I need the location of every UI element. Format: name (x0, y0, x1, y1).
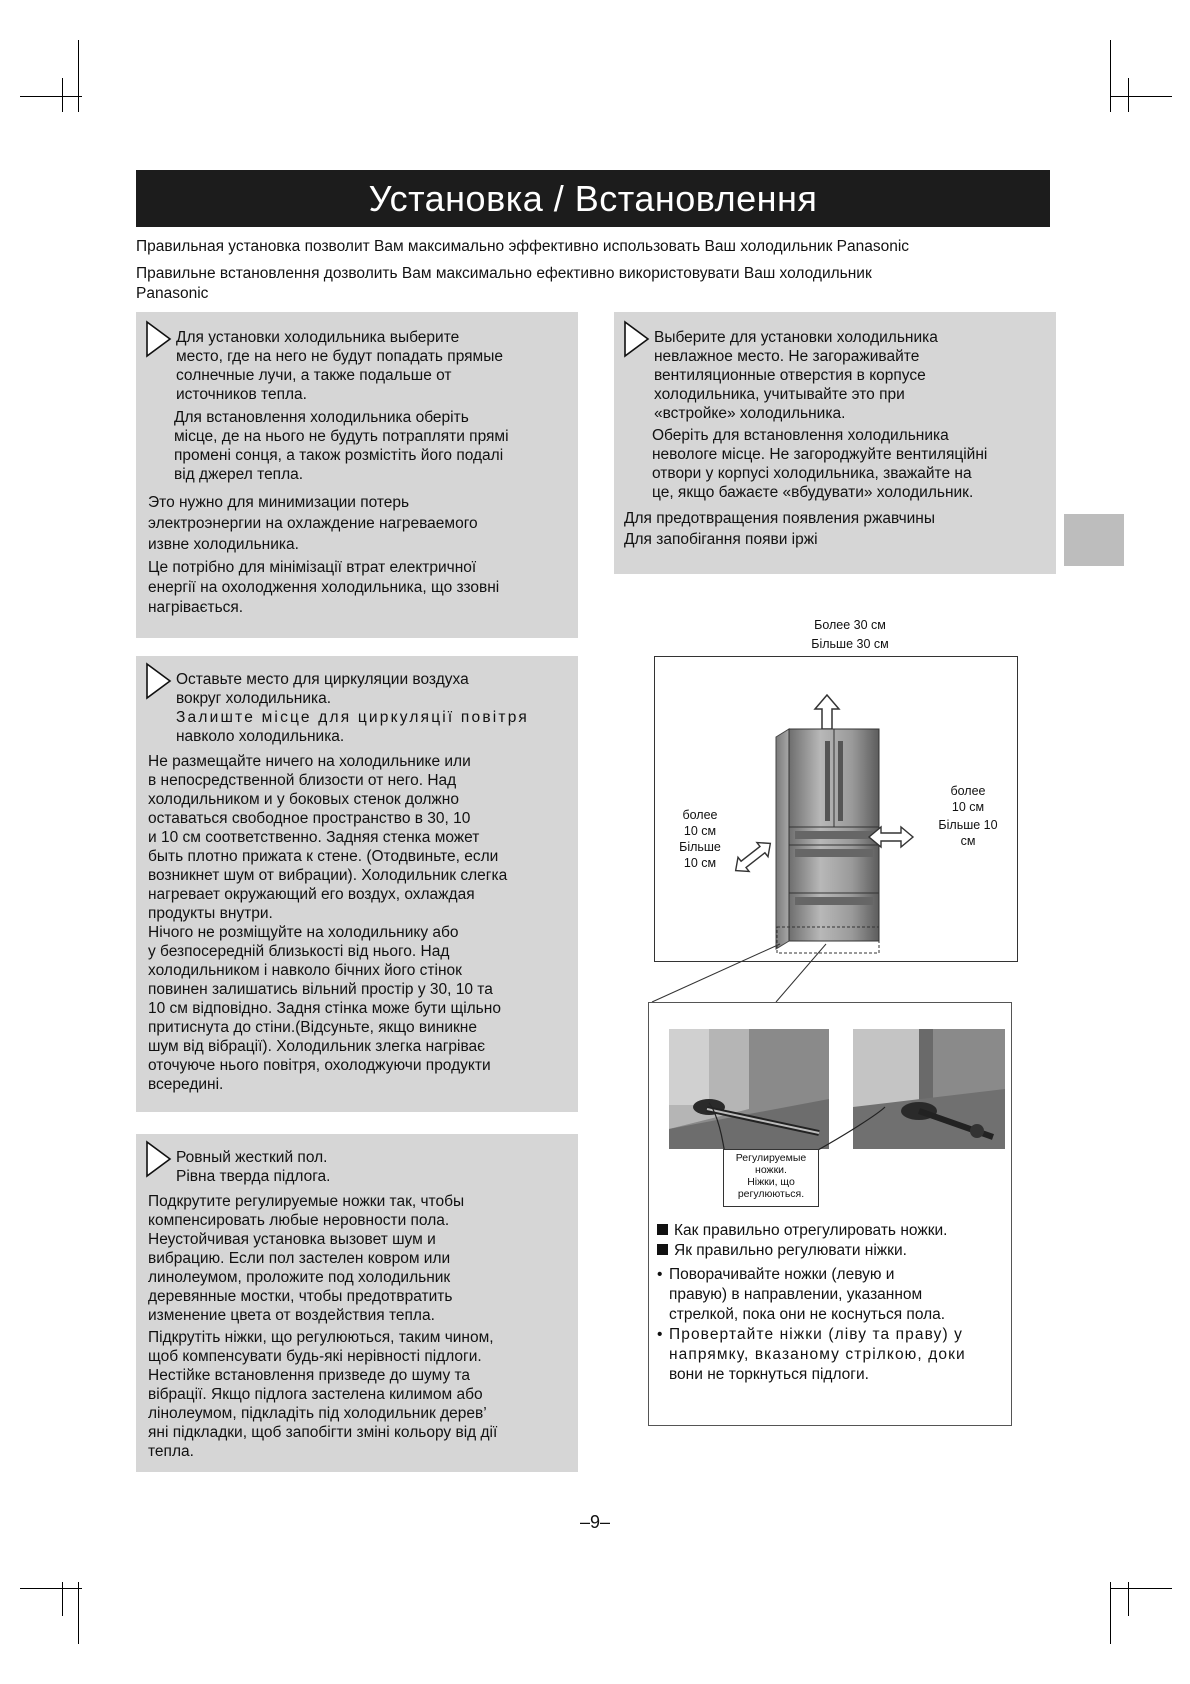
text-line: місце, де на нього не будуть потрапляти прямі (174, 428, 509, 445)
text-line: енергії на охолодження холодильника, що ззовні (148, 579, 500, 596)
text-line: в непосредственной близости от него. Над (148, 772, 457, 789)
top-clearance-ua: Більше 30 см (811, 637, 889, 651)
square-bullet-icon (657, 1224, 668, 1235)
text-line: Нестійке встановлення призведе до шуму та (148, 1367, 471, 1384)
right-clearance-ua-2: см (960, 834, 976, 848)
text-line: Нічого не розміщуйте на холодильнику або (148, 924, 459, 941)
feet-label-ua-1: Ніжки, що (747, 1176, 795, 1188)
panel-sunlight (136, 312, 578, 638)
text-line: вони не торкнуться підлоги. (669, 1366, 869, 1383)
text-line: Підкрутіть ніжки, що регулюються, таким чином, (148, 1329, 494, 1346)
text-line: вентиляционные отверстия в корпусе (654, 367, 926, 384)
feet-label-ua-2: регулюються. (737, 1188, 805, 1200)
text-line: правую) в направлении, указанном (669, 1286, 923, 1303)
text-line: невологе місце. Не загороджуйте вентиляційні (652, 446, 988, 463)
text-line: компенсировать любые неровности пола. (148, 1212, 450, 1229)
triangle-bullet-icon (144, 320, 174, 358)
side-tab (1064, 514, 1124, 566)
text-line: возникнет шум от вибрации). Холодильник слегка (148, 867, 508, 884)
text-line: холодильника, учитывайте это при (654, 386, 905, 403)
text-line: солнечные лучи, а также подальше от (176, 367, 452, 384)
text-line: быть плотно прижата к стене. (Отодвиньте, если (148, 848, 499, 865)
text-line: и 10 см соответственно. Задняя стенка может (148, 829, 480, 846)
text-line: тепла. (148, 1443, 194, 1460)
page-title: Установка / Встановлення (136, 170, 1050, 227)
page-number: –9– (579, 1512, 611, 1532)
text-line: Це потрібно для мінімізації втрат електричної (148, 559, 477, 576)
text-line: электроэнергии на охлаждение нагреваемого (148, 515, 478, 532)
text-line: источников тепла. (176, 386, 307, 403)
text-line: лінолеумом, підкладіть під холодильник дерев’ (148, 1405, 487, 1422)
text-line: нагревает окружающий его воздух, охлаждая (148, 886, 475, 903)
dot-bullet-icon: • (657, 1326, 663, 1343)
text-line: «встройке» холодильника. (654, 405, 846, 422)
text-line: Оберіть для встановлення холодильника (652, 427, 949, 444)
triangle-bullet-icon (622, 320, 652, 358)
left-clearance-ua-1: Більше (679, 840, 721, 854)
text-line: Это нужно для минимизации потерь (148, 494, 410, 511)
text-line: всередині. (148, 1076, 224, 1093)
text-line: оточуюче нього повітря, охолоджуючи продукти (148, 1057, 491, 1074)
text-line: Неустойчивая установка вызовет шум и (148, 1231, 436, 1248)
text-line: щоб компенсувати будь-які нерівності підлоги. (148, 1348, 482, 1365)
text-line: Для предотвращения появления ржавчины (624, 510, 935, 527)
feet-label-ru-2: ножки. (755, 1164, 787, 1176)
text-line: Оставьте место для циркуляции воздуха (176, 671, 469, 688)
text-line: Залиште місце для циркуляції повітря (176, 709, 529, 726)
text-line: Провертайте ніжки (ліву та праву) у (669, 1326, 963, 1343)
text-line: навколо холодильника. (176, 728, 345, 745)
text-line: Для запобігання появи іржі (624, 531, 818, 548)
fridge-diagram-box (654, 656, 1018, 962)
text-line: линолеумом, проложите под холодильник (148, 1269, 451, 1286)
feet-label-box (723, 1149, 819, 1207)
left-clearance-ua-2: 10 см (683, 856, 717, 870)
text-line: Для встановлення холодильника оберіть (174, 409, 469, 426)
instructions-head-ua: Як правильно регулювати ніжки. (674, 1242, 907, 1259)
right-clearance-ua-1: Більше 10 (938, 818, 998, 832)
text-line: Подкрутите регулируемые ножки так, чтобы (148, 1193, 465, 1210)
text-line: стрелкой, пока они не коснуться пола. (669, 1306, 946, 1323)
text-line: вибрацию. Если пол застелен ковром или (148, 1250, 451, 1267)
text-line: холодильником и у боковых стенок должно (148, 791, 459, 808)
adjustment-instructions (657, 1221, 1003, 1385)
feet-adjustment-box (648, 1002, 1012, 1426)
text-line: у безпосередній близькості від нього. Над (148, 943, 450, 960)
text-line: Поворачивайте ножки (левую и (669, 1266, 895, 1283)
feet-label-ru-1: Регулируемые (735, 1152, 807, 1164)
text-line: отвори у корпусі холодильника, зважайте на (652, 465, 972, 482)
text-line: вібрації. Якщо підлога застелена килимом або (148, 1386, 483, 1403)
text-line: це, якщо бажаєте «вбудувати» холодильник. (652, 484, 974, 501)
text-line: оставаться свободное пространство в 30, 10 (148, 810, 471, 827)
left-clearance-ru-1: более (682, 808, 718, 822)
text-line: повинен залишатись вільний простір у 30, 10 та (148, 981, 493, 998)
pointer-lines (649, 1003, 1011, 1203)
text-line: невлажное место. Не загораживайте (654, 348, 920, 365)
text-line: Для установки холодильника выберите (176, 329, 460, 346)
text-line: Выберите для установки холодильника (654, 329, 938, 346)
intro-ru: Правильная установка позволит Вам максимально эффективно использовать Ваш холодильник Panasonic (136, 238, 910, 255)
intro-ua-line2: Panasonic (136, 285, 209, 302)
triangle-bullet-icon (144, 1140, 174, 1178)
dot-bullet-icon: • (657, 1266, 663, 1283)
text-line: холодильником і навколо бічних його стінок (148, 962, 462, 979)
text-line: Рівна тверда підлога. (176, 1168, 331, 1185)
panel-humidity (614, 312, 1056, 574)
instructions-head-ru: Как правильно отрегулировать ножки. (674, 1222, 948, 1239)
intro-ua-line1: Правильне встановлення дозволить Вам максимально ефективно використовувати Ваш холодильник (136, 265, 872, 282)
text-line: притиснута до стіни.(Відсуньте, якщо виникне (148, 1019, 477, 1036)
text-line: вокруг холодильника. (176, 690, 332, 707)
top-clearance-ru: Более 30 см (814, 618, 886, 632)
text-line: промені сонця, а також розмістіть його подалі (174, 447, 504, 464)
text-line: Ровный жесткий пол. (176, 1149, 328, 1166)
square-bullet-icon (657, 1244, 668, 1255)
panel-air-circulation (136, 656, 578, 1112)
text-line: извне холодильника. (148, 536, 299, 553)
text-line: 10 см відповідно. Задня стінка може бути щільно (148, 1000, 501, 1017)
right-clearance-ru-2: 10 см (951, 800, 985, 814)
text-line: Не размещайте ничего на холодильнике или (148, 753, 471, 770)
text-line: продукты внутри. (148, 905, 273, 922)
text-line: яні підкладки, щоб запобігти зміні кольору від дії (148, 1424, 498, 1441)
text-line: изменение цвета от воздействия тепла. (148, 1307, 435, 1324)
text-line: место, где на него не будут попадать прямые (176, 348, 503, 365)
text-line: від джерел тепла. (174, 466, 304, 483)
panel-level-floor (136, 1134, 578, 1472)
text-line: шум від вібрації). Холодильник злегка нагріває (148, 1038, 486, 1055)
text-line: деревянные мостки, чтобы предотвратить (148, 1288, 453, 1305)
right-clearance-ru-1: более (950, 784, 986, 798)
text-line: напрямку, вказаному стрілкою, доки (669, 1346, 966, 1363)
text-line: нагрівається. (148, 599, 244, 616)
left-clearance-ru-2: 10 см (683, 824, 717, 838)
triangle-bullet-icon (144, 662, 174, 700)
